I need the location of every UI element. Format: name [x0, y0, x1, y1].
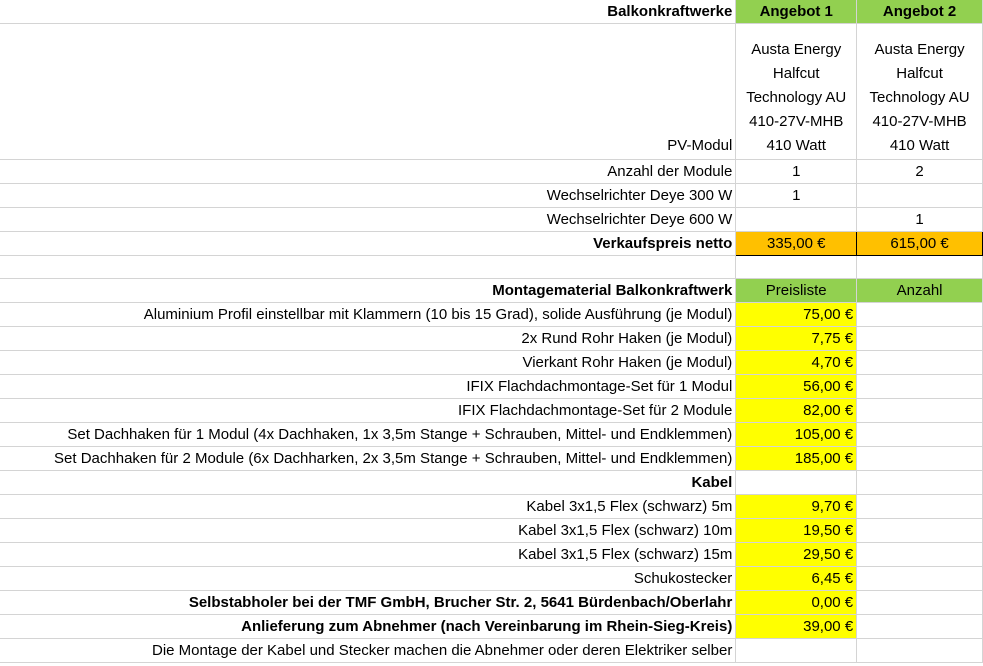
item-label-cell[interactable]: Aluminium Profil einstellbar mit Klammern (10 bis 15 Grad), solide Ausführung (je Modul): [0, 303, 736, 327]
item-price-cell[interactable]: 9,70 €: [736, 495, 857, 519]
item-anzahl-cell[interactable]: [857, 399, 983, 423]
montage-item-row: [0, 327, 983, 351]
price-offer1-cell[interactable]: 335,00 €: [736, 232, 857, 256]
item-anzahl-cell[interactable]: [857, 327, 983, 351]
montage-title-cell[interactable]: Montagematerial Balkonkraftwerk: [0, 279, 736, 303]
item-anzahl-cell[interactable]: [857, 375, 983, 399]
montage-item-row: [0, 399, 983, 423]
empty-cell[interactable]: [0, 256, 736, 279]
spec-offer2-cell[interactable]: 2: [857, 160, 983, 184]
empty-cell[interactable]: [857, 639, 983, 663]
pv-modul-offer2-cell[interactable]: [857, 24, 983, 160]
item-anzahl-cell[interactable]: [857, 543, 983, 567]
item-label-cell[interactable]: Set Dachhaken für 2 Module (6x Dachharken, 2x 3,5m Stange + Schrauben, Mittel- und Endklemmen): [0, 447, 736, 471]
kabel-item-row: [0, 519, 983, 543]
pv-offer1-line: 410 Watt: [766, 137, 826, 154]
item-anzahl-cell[interactable]: [857, 615, 983, 639]
item-price-cell[interactable]: 6,45 €: [736, 567, 857, 591]
item-price-cell[interactable]: 4,70 €: [736, 351, 857, 375]
item-label-cell[interactable]: Kabel 3x1,5 Flex (schwarz) 5m: [0, 495, 736, 519]
spec-row: [0, 184, 983, 208]
pv-offer1-line: Halfcut: [772, 65, 820, 82]
item-anzahl-cell[interactable]: [857, 351, 983, 375]
montage-item-row: [0, 447, 983, 471]
item-label-cell[interactable]: IFIX Flachdachmontage-Set für 2 Module: [0, 399, 736, 423]
note-cell[interactable]: Die Montage der Kabel und Stecker machen die Abnehmer oder deren Elektriker selber: [0, 639, 736, 663]
pv-modul-row: [0, 24, 983, 160]
item-price-cell[interactable]: 29,50 €: [736, 543, 857, 567]
pv-offer1-line: Austa Energy: [751, 41, 842, 58]
price-offer2-cell[interactable]: 615,00 €: [857, 232, 983, 256]
item-price-cell[interactable]: 82,00 €: [736, 399, 857, 423]
empty-row: [0, 256, 983, 279]
item-price-cell[interactable]: 19,50 €: [736, 519, 857, 543]
item-label-cell[interactable]: Kabel 3x1,5 Flex (schwarz) 10m: [0, 519, 736, 543]
item-anzahl-cell[interactable]: [857, 447, 983, 471]
item-anzahl-cell[interactable]: [857, 303, 983, 327]
item-price-cell[interactable]: 185,00 €: [736, 447, 857, 471]
item-price-cell[interactable]: 56,00 €: [736, 375, 857, 399]
pv-offer2-line: Technology AU: [869, 89, 970, 106]
spec-row: [0, 208, 983, 232]
anzahl-header-cell[interactable]: Anzahl: [857, 279, 983, 303]
kabel-item-row: [0, 495, 983, 519]
item-anzahl-cell[interactable]: [857, 591, 983, 615]
montage-item-row: [0, 351, 983, 375]
delivery-price-cell[interactable]: 39,00 €: [736, 615, 857, 639]
empty-cell[interactable]: [736, 639, 857, 663]
montage-item-row: [0, 375, 983, 399]
delivery-row: [0, 591, 983, 615]
pv-offer1-line: Technology AU: [746, 89, 847, 106]
item-anzahl-cell[interactable]: [857, 495, 983, 519]
kabel-header-row: [0, 471, 983, 495]
item-price-cell[interactable]: 75,00 €: [736, 303, 857, 327]
item-label-cell[interactable]: Schukostecker: [0, 567, 736, 591]
header-title-cell[interactable]: Balkonkraftwerke: [0, 0, 736, 24]
item-anzahl-cell[interactable]: [857, 567, 983, 591]
item-label-cell[interactable]: Kabel 3x1,5 Flex (schwarz) 15m: [0, 543, 736, 567]
delivery-label-cell[interactable]: Anlieferung zum Abnehmer (nach Vereinbarung im Rhein-Sieg-Kreis): [0, 615, 736, 639]
empty-cell[interactable]: [857, 256, 983, 279]
price-label-cell[interactable]: Verkaufspreis netto: [0, 232, 736, 256]
spec-offer1-cell[interactable]: 1: [736, 160, 857, 184]
note-row: [0, 639, 983, 663]
spec-label-cell[interactable]: Wechselrichter Deye 600 W: [0, 208, 736, 232]
spec-offer2-cell[interactable]: [857, 184, 983, 208]
delivery-price-cell[interactable]: 0,00 €: [736, 591, 857, 615]
price-row: [0, 232, 983, 256]
pv-offer2-line: Halfcut: [896, 65, 943, 82]
pv-offer1-line: 410-27V-MHB: [749, 113, 844, 130]
pv-modul-label-cell[interactable]: PV-Modul: [0, 24, 736, 160]
kabel-title-cell[interactable]: Kabel: [0, 471, 736, 495]
kabel-item-row: [0, 543, 983, 567]
spec-label-cell[interactable]: Anzahl der Module: [0, 160, 736, 184]
empty-cell[interactable]: [857, 471, 983, 495]
spec-label-cell[interactable]: Wechselrichter Deye 300 W: [0, 184, 736, 208]
pv-offer2-line: Austa Energy: [874, 41, 965, 58]
kabel-item-row: [0, 567, 983, 591]
item-label-cell[interactable]: Set Dachhaken für 1 Modul (4x Dachhaken, 1x 3,5m Stange + Schrauben, Mittel- und Endklemmen): [0, 423, 736, 447]
empty-cell[interactable]: [736, 471, 857, 495]
header-row: [0, 0, 983, 24]
montage-item-row: [0, 303, 983, 327]
pv-offer2-line: 410-27V-MHB: [872, 113, 967, 130]
item-price-cell[interactable]: 105,00 €: [736, 423, 857, 447]
item-label-cell[interactable]: 2x Rund Rohr Haken (je Modul): [0, 327, 736, 351]
spec-offer1-cell[interactable]: [736, 208, 857, 232]
delivery-label-cell[interactable]: Selbstabholer bei der TMF GmbH, Brucher Str. 2, 5641 Bürdenbach/Oberlahr: [0, 591, 736, 615]
item-price-cell[interactable]: 7,75 €: [736, 327, 857, 351]
pv-offer2-line: 410 Watt: [889, 137, 950, 154]
item-anzahl-cell[interactable]: [857, 519, 983, 543]
empty-cell[interactable]: [736, 256, 857, 279]
offer1-header-cell[interactable]: Angebot 1: [736, 0, 857, 24]
delivery-row: [0, 615, 983, 639]
item-anzahl-cell[interactable]: [857, 423, 983, 447]
montage-item-row: [0, 423, 983, 447]
item-label-cell[interactable]: Vierkant Rohr Haken (je Modul): [0, 351, 736, 375]
spec-row: [0, 160, 983, 184]
spec-offer1-cell[interactable]: 1: [736, 184, 857, 208]
preisliste-header-cell[interactable]: Preisliste: [736, 279, 857, 303]
montage-header-row: [0, 279, 983, 303]
spec-offer2-cell[interactable]: 1: [857, 208, 983, 232]
offer2-header-cell[interactable]: Angebot 2: [857, 0, 983, 24]
item-label-cell[interactable]: IFIX Flachdachmontage-Set für 1 Modul: [0, 375, 736, 399]
pv-modul-offer1-cell[interactable]: [736, 24, 857, 160]
